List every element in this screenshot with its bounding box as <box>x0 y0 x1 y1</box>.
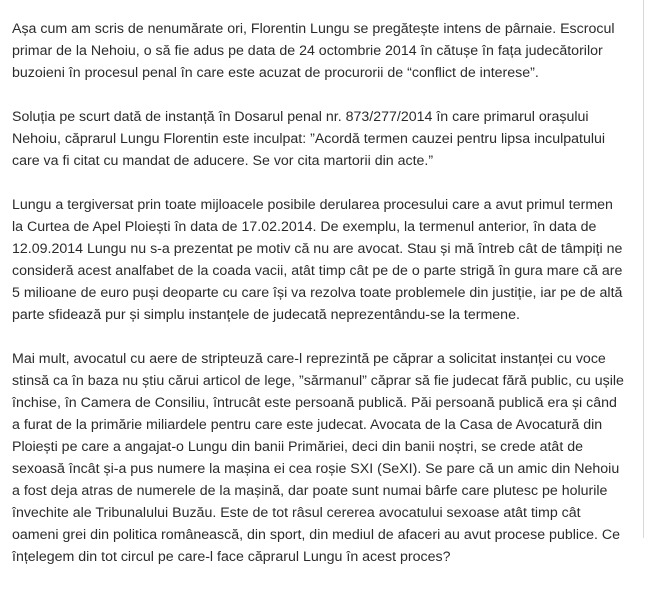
content-right-border <box>643 0 644 538</box>
article-paragraph-1: Așa cum am scris de nenumărate ori, Florentin Lungu se pregătește intens de pârnaie. Escrocul primar de la Nehoiu, o să fie adus pe data de 24 octombrie 2014 în cătușe în fața judecătorilor buzoieni în procesul penal în care este acuzat de procurorii de “conflict de interese”. <box>12 21 615 81</box>
article-paragraph-3: Lungu a tergiversat prin toate mijloacele posibile derularea procesului care a avut primul termen la Curtea de Apel Ploiești în data de 17.02.2014. De exemplu, la termenul anterior, în data de 12.09.2014 Lungu nu s-a prezentat pe motiv că nu are avocat. Stau și mă întreb cât de tâmpiți ne consideră acest analfabet de la coada vacii, atât timp cât pe de o parte strigă în gura mare că are 5 milioane de euro puși deoparte cu care își va rezolva toate problemele din justiție, iar pe de altă parte sfidează pur și simplu instanțele de judecată neprezentându-se la termene. <box>12 197 623 323</box>
article-paragraph-4: Mai mult, avocatul cu aere de stripteuză care-l reprezintă pe căprar a solicitat instanței cu voce stinsă ca în baza nu știu cărui articol de lege, ”sărmanul” căprar să fie judecat fără public, cu ușile închise, în Camera de Consiliu, întrucât este persoană publică. Păi persoană publică era și când a furat de la primărie miliardele pentru care este judecat. Avocata de la Casa de Avocatură din Ploiești pe care a angajat-o Lungu din banii Primăriei, deci din banii noștri, se crede atât de sexoasă încât și-a pus numere la mașina ei cea roșie SXI (SeXI). Se pare că un amic din Nehoiu a fost deja atras de numerele de la mașină, dar poate sunt numai bârfe care plutesc pe holurile învechite ale Tribunalului Buzău. Este de tot râsul cererea avocatului sexoase atât timp cât oameni grei din politica românească, din sport, din mediul de afaceri au avut procese publice. Ce înțelegem din tot circul pe care-l face căprarul Lungu în acest proces? <box>12 351 624 565</box>
article-body <box>12 18 624 590</box>
article-paragraph-2: Soluția pe scurt dată de instanță în Dosarul penal nr. 873/277/2014 în care primarul orașului Nehoiu, căprarul Lungu Florentin este inculpat: ”Acordă termen cauzei pentru lipsa inculpatului care va fi citat cu mandat de aducere. Se vor cita martorii din acte.” <box>12 109 606 169</box>
